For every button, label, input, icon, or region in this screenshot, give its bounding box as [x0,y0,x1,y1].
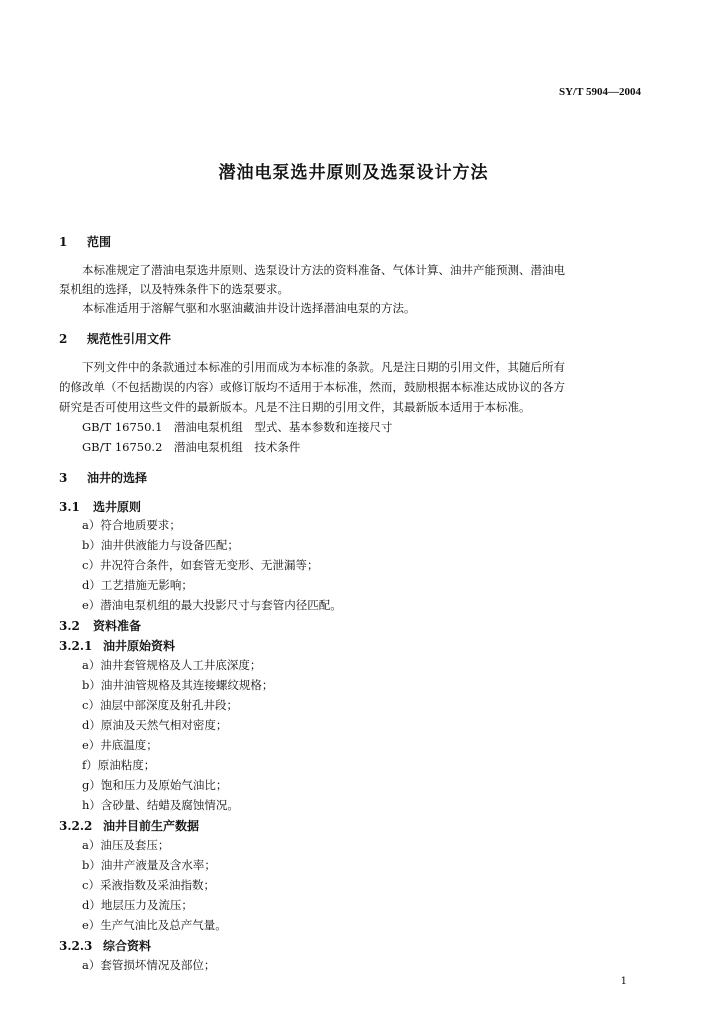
section-1-title: 范围 [87,235,112,249]
list-item: e）潜油电泵机组的最大投影尺寸与套管内径匹配。 [82,598,342,612]
section-3-title: 油井的选择 [87,471,148,485]
document-title: 潜油电泵选井原则及选泵设计方法 [218,163,489,183]
section-1-para1-line2: 泵机组的选择，以及特殊条件下的选泵要求。 [59,282,289,296]
reference-1: GB/T 16750.1 潜油电泵机组 型式、基本参数和连接尺寸 [82,420,393,434]
list-item: c）井况符合条件，如套管无变形、无泄漏等； [82,558,319,572]
list-item: b）油井油管规格及其连接螺纹规格； [82,678,274,692]
section-3-2-1-title: 油井原始资料 [103,639,176,653]
section-3-number: 3 [59,471,68,485]
list-item: d）工艺措施无影响； [82,578,193,592]
list-item: c）油层中部深度及射孔井段； [82,698,238,712]
section-3-2-number: 3.2 [59,619,80,633]
list-item: f）原油粘度； [82,758,156,772]
section-3-2-1-heading [59,637,175,654]
list-item: e）生产气油比及总产气量。 [82,918,227,932]
section-3-2-3-title: 综合资料 [103,939,152,953]
section-1-heading [59,233,111,250]
section-3-2-3-heading [59,937,151,954]
section-2-para-line2: 的修改单（不包括勘误的内容）或修订版均不适用于本标准，然而，鼓励根据本标准达成协议的各方 [59,380,565,394]
section-3-1-title: 选井原则 [93,500,142,514]
section-3-2-heading [59,617,141,634]
list-item: d）地层压力及流压； [82,898,193,912]
section-3-2-2-title: 油井目前生产数据 [103,819,200,833]
page-number: 1 [620,976,627,987]
section-2-para-line1: 下列文件中的条款通过本标准的引用而成为本标准的条款。凡是注日期的引用文件，其随后所有 [82,360,565,374]
section-1-number: 1 [59,235,68,249]
section-3-2-1-number: 3.2.1 [59,639,93,653]
section-2-heading [59,330,171,347]
standard-number: SY/T 5904—2004 [558,86,641,98]
list-item: a）油井套管规格及人工井底深度； [82,658,262,672]
section-2-number: 2 [59,332,68,346]
list-item: c）采液指数及采油指数； [82,878,215,892]
section-2-para-line3: 研究是否可使用这些文件的最新版本。凡是不注日期的引用文件，其最新版本适用于本标准。 [59,400,531,414]
section-3-2-2-number: 3.2.2 [59,819,93,833]
section-1-para1-line1: 本标准规定了潜油电泵选井原则、选泵设计方法的资料准备、气体计算、油井产能预测、潜油电 [82,263,565,277]
list-item: b）油井产液量及含水率； [82,858,216,872]
list-item: g）饱和压力及原始气油比； [82,778,228,792]
section-3-heading [59,469,147,486]
list-item: e）井底温度； [82,738,158,752]
list-item: d）原油及天然气相对密度； [82,718,228,732]
section-1-para2: 本标准适用于溶解气驱和水驱油藏油井设计选择潜油电泵的方法。 [82,301,416,315]
section-2-title: 规范性引用文件 [87,332,172,346]
section-3-1-heading [59,498,141,515]
list-item: a）套管损坏情况及部位； [82,958,216,972]
section-3-1-number: 3.1 [59,500,80,514]
reference-2: GB/T 16750.2 潜油电泵机组 技术条件 [82,440,301,454]
section-3-2-2-heading [59,817,199,834]
section-3-2-3-number: 3.2.3 [59,939,93,953]
section-3-2-title: 资料准备 [93,619,142,633]
list-item: b）油井供液能力与设备匹配； [82,538,239,552]
list-item: a）符合地质要求； [82,518,181,532]
list-item: h）含砂量、结蜡及腐蚀情况。 [82,798,239,812]
list-item: a）油压及套压； [82,838,170,852]
